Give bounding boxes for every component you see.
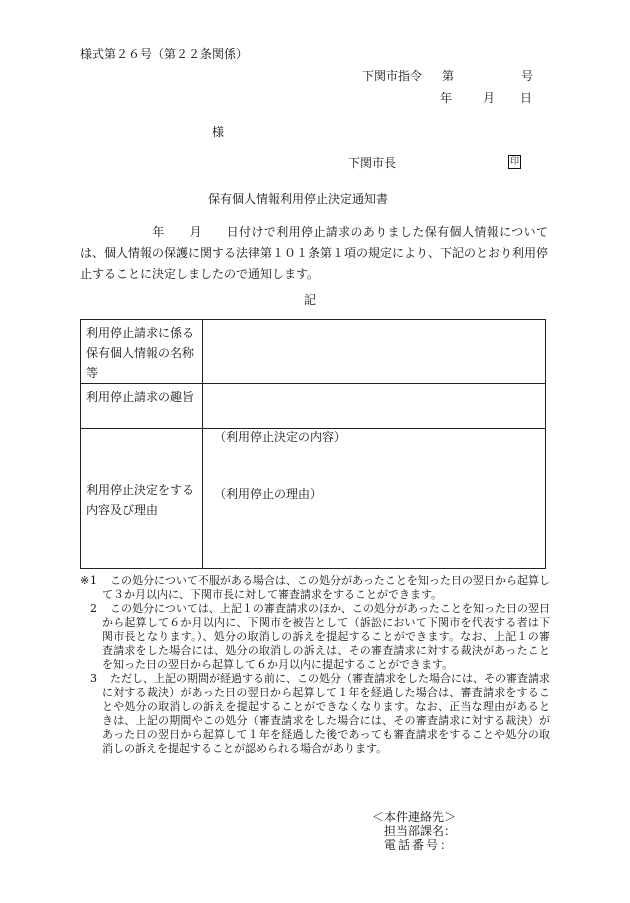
mayor-title: 下関市長 (348, 156, 397, 170)
decision-reason-label: （利用停止の理由） (214, 487, 323, 501)
note-text: ただし、上記の期間が経過する前に、この処分（審査請求をした場合には、その審査請求に対する裁決）があった日の翌日から起算して１年を経過した場合は、審査請求をすることや処分の取消しの訴えを提起することができなくなります。なお、正当な理由があるときは、上記の期間やこの処分（審査請求をした場合には、その審査請求に対する裁決）があった日の翌日から起算して１年を経過した後であっても審査請求をすることや処分の取消しの訴えを提起することが認められる場合があります。 (102, 672, 550, 755)
dai-label: 第 (442, 69, 455, 83)
issuer-prefix: 下関市指令 (362, 69, 423, 83)
note-item (80, 672, 550, 756)
note-text: この処分については、上記１の審査請求のほか、この処分があったことを知った日の翌日から起算して６か月以内に、下関市を被告として（訴訟において下関市を代表する者は下関市長となります。）、処分の取消しの訴えを提起することができます。なお、上記１の審査請求をした場合には、処分の取消しの訴えは、その審査請求に対する裁決があったことを知った日の翌日から起算して６か月以内に提起することができます。 (102, 602, 550, 671)
month-label: 月 (483, 91, 496, 105)
body-paragraph (80, 222, 548, 285)
contact-block (372, 810, 456, 852)
go-label: 号 (521, 69, 534, 83)
contact-phone: 電話番号： (384, 838, 455, 852)
year-label: 年 (440, 91, 453, 105)
note-item (80, 602, 550, 672)
note-number: 3 (90, 672, 97, 685)
document-title: 保有個人情報利用停止決定通知書 (208, 192, 389, 206)
row-label-decision: 利用停止決定をする内容及び理由 (81, 429, 203, 569)
table-row (81, 384, 546, 429)
sender-line (348, 155, 520, 173)
row-label-info-name: 利用停止請求に係る保有個人情報の名称等 (81, 320, 203, 384)
row-value-request-purpose (203, 384, 546, 429)
seal-mark: 印 (509, 157, 519, 167)
row-value-info-name (203, 320, 546, 384)
note-number: 2 (90, 602, 97, 615)
record-label: 記 (304, 293, 317, 307)
row-label-request-purpose: 利用停止請求の趣旨 (81, 384, 203, 429)
decision-content-label: （利用停止決定の内容） (214, 430, 347, 444)
day-label: 日 (520, 91, 533, 105)
addressee-honorific: 様 (212, 125, 225, 139)
issuer-number-line (362, 68, 532, 84)
note-text: この処分について不服がある場合は、この処分があったことを知った日の翌日から起算して３か月以内に、下関市長に対して審査請求をすることができます。 (102, 574, 550, 601)
note-item (80, 574, 550, 602)
note-marker: ※ (80, 574, 90, 587)
table-row (81, 320, 546, 384)
contact-heading: ＜本件連絡先＞ (372, 810, 457, 824)
note-number: 1 (90, 574, 97, 587)
notes-section (80, 574, 550, 756)
form-number: 様式第２６号（第２２条関係） (80, 47, 249, 61)
contact-department: 担当部課名： (384, 824, 457, 838)
date-line (440, 90, 532, 106)
body-text: 年 月 日付けで利用停止請求のありました保有個人情報については、個人情報の保護に関する法律第１０１条第１項の規定により、下記のとおり利用停止することに決定しましたので通知します。 (80, 225, 549, 281)
